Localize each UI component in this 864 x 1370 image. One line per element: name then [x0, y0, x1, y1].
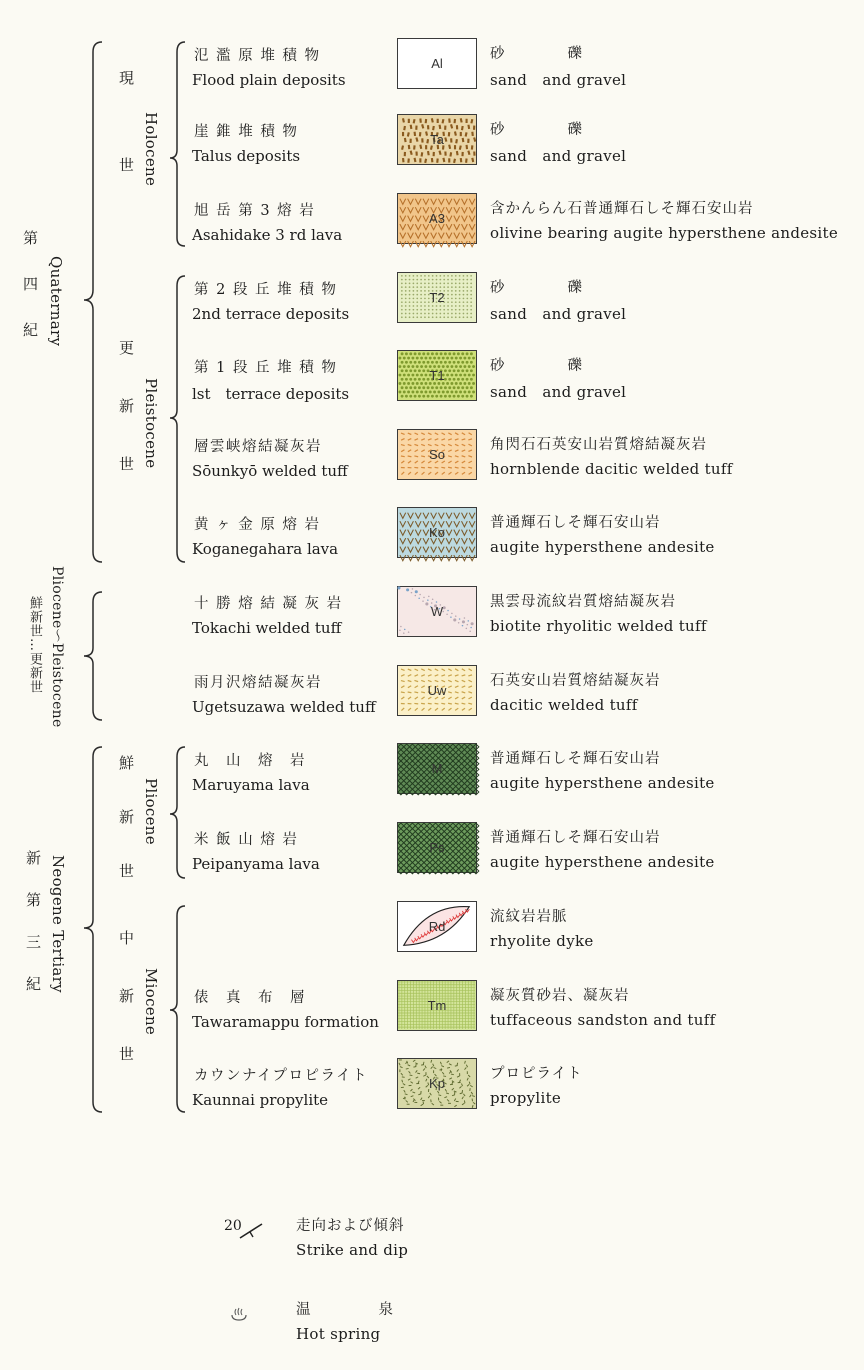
unit-name-en: Talus deposits: [192, 147, 301, 165]
strike-dip-value: 20: [224, 1218, 242, 1234]
lithology-en: sand and gravel: [490, 147, 627, 165]
unit-name-en: Tokachi welded tuff: [192, 619, 342, 637]
period-plio-pleisto-en: Pliocene～Pleistocene: [49, 566, 65, 728]
unit-symbol: Rd: [428, 919, 446, 934]
unit-symbol: Tm: [427, 998, 447, 1013]
lithology-en: rhyolite dyke: [490, 932, 594, 950]
lithology-jp: 流紋岩岩脈: [490, 909, 568, 925]
hot-spring-en: Hot spring: [296, 1325, 381, 1343]
unit-name-en: Peipanyama lava: [192, 855, 320, 873]
strike-dip-icon: [238, 1220, 264, 1242]
epoch-pliocene-jp: 鮮 新 世: [117, 755, 135, 890]
quaternary-bracket: [84, 42, 102, 562]
lithology-jp: 普通輝石しそ輝石安山岩: [490, 515, 661, 531]
unit-swatch: [397, 980, 477, 1031]
epoch-holocene-en: Holocene: [142, 112, 160, 187]
lithology-en: tuffaceous sandston and tuff: [490, 1011, 716, 1029]
unit-name-en: Maruyama lava: [192, 776, 310, 794]
unit-symbol: So: [429, 447, 445, 462]
unit-symbol: Al: [431, 56, 443, 71]
strike-dip-jp: 走向および傾斜: [296, 1218, 405, 1234]
period-plio-pleisto-jp: 鮮新世…更新世: [27, 596, 42, 694]
holocene-bracket: [170, 42, 185, 246]
unit-name-jp: 十 勝 熔 結 凝 灰 岩: [194, 596, 343, 612]
unit-swatch: [397, 193, 477, 244]
unit-name-jp: 俵 真 布 層: [194, 990, 306, 1006]
period-neogene-jp: 新 第 三 紀: [24, 850, 42, 997]
lithology-en: sand and gravel: [490, 71, 627, 89]
unit-swatch: [397, 901, 477, 952]
unit-name-jp: 第 2 段 丘 堆 積 物: [194, 282, 338, 298]
lithology-en: sand and gravel: [490, 305, 627, 323]
strike-dip-en: Strike and dip: [296, 1241, 409, 1259]
unit-name-en: Tawaramappu formation: [192, 1013, 379, 1031]
hot-spring-icon: [230, 1306, 248, 1322]
epoch-miocene-jp: 中 新 世: [117, 930, 135, 1075]
unit-symbol: Ps: [429, 840, 445, 855]
unit-swatch: [397, 743, 477, 794]
unit-name-jp: 黄 ヶ 金 原 熔 岩: [194, 517, 321, 533]
period-neogene-en: Neogene Tertiary: [49, 855, 67, 993]
lithology-jp: 砂 礫: [490, 358, 583, 374]
lithology-jp: 含かんらん石普通輝石しそ輝石安山岩: [490, 201, 754, 217]
unit-swatch: [397, 586, 477, 637]
hot-spring-jp: 温 泉: [296, 1302, 395, 1318]
unit-symbol: M: [431, 761, 443, 776]
epoch-pleistocene-en: Pleistocene: [142, 378, 160, 469]
unit-symbol: T1: [429, 368, 445, 383]
lithology-en: sand and gravel: [490, 383, 627, 401]
unit-name-jp: 旭 岳 第 3 熔 岩: [194, 203, 316, 219]
lithology-jp: 普通輝石しそ輝石安山岩: [490, 751, 661, 767]
unit-symbol: W: [430, 604, 444, 619]
unit-name-en: Sōunkyō welded tuff: [192, 462, 348, 480]
lithology-jp: 石英安山岩質熔結凝灰岩: [490, 673, 661, 689]
lithology-jp: 黒雲母流紋岩質熔結凝灰岩: [490, 594, 676, 610]
unit-name-en: Kaunnai propylite: [192, 1091, 329, 1109]
epoch-pleistocene-jp: 更 新 世: [117, 340, 135, 485]
unit-name-jp: 崖 錐 堆 積 物: [194, 124, 299, 140]
period-quaternary-en: Quaternary: [47, 256, 65, 347]
unit-symbol: Kp: [429, 1076, 445, 1091]
unit-symbol: Uw: [427, 683, 447, 698]
lithology-jp: 凝灰質砂岩、凝灰岩: [490, 988, 630, 1004]
pleistocene-bracket: [170, 276, 185, 562]
lithology-en: olivine bearing augite hypersthene andesite: [490, 224, 839, 242]
lithology-jp: プロピライト: [490, 1066, 583, 1082]
lithology-jp: 砂 礫: [490, 280, 583, 296]
epoch-pliocene-en: Pliocene: [142, 778, 160, 845]
unit-symbol: T2: [429, 290, 445, 305]
unit-swatch: [397, 429, 477, 480]
epoch-miocene-en: Miocene: [142, 968, 160, 1036]
unit-swatch: [397, 822, 477, 873]
lithology-jp: 砂 礫: [490, 46, 583, 62]
unit-swatch: [397, 38, 477, 89]
unit-swatch: [397, 114, 477, 165]
lithology-en: propylite: [490, 1089, 562, 1107]
neogene-bracket: [84, 747, 102, 1112]
lithology-en: augite hypersthene andesite: [490, 853, 715, 871]
lithology-jp: 角閃石石英安山岩質熔結凝灰岩: [490, 437, 707, 453]
unit-symbol: Ko: [429, 525, 445, 540]
unit-name-en: Ugetsuzawa welded tuff: [192, 698, 376, 716]
lithology-en: augite hypersthene andesite: [490, 538, 715, 556]
unit-swatch: [397, 272, 477, 323]
lithology-en: dacitic welded tuff: [490, 696, 638, 714]
unit-symbol: Ta: [430, 132, 444, 147]
unit-name-en: Flood plain deposits: [192, 71, 346, 89]
unit-name-en: Asahidake 3 rd lava: [192, 226, 343, 244]
unit-swatch: [397, 507, 477, 558]
unit-name-jp: 雨月沢熔結凝灰岩: [194, 675, 322, 691]
plio-pleisto-bracket: [84, 592, 102, 720]
epoch-holocene-jp: 現 世: [117, 70, 135, 186]
unit-swatch: [397, 350, 477, 401]
unit-name-en: 2nd terrace deposits: [192, 305, 350, 323]
unit-swatch: [397, 1058, 477, 1109]
unit-name-jp: 層雲峡熔結凝灰岩: [194, 439, 322, 455]
lithology-en: biotite rhyolitic welded tuff: [490, 617, 707, 635]
lithology-en: hornblende dacitic welded tuff: [490, 460, 733, 478]
unit-name-jp: 丸 山 熔 岩: [194, 753, 306, 769]
unit-name-jp: 氾 濫 原 堆 積 物: [194, 48, 321, 64]
lithology-jp: 砂 礫: [490, 122, 583, 138]
unit-name-jp: カウンナイプロピライト: [194, 1068, 369, 1084]
lithology-jp: 普通輝石しそ輝石安山岩: [490, 830, 661, 846]
unit-name-jp: 第 1 段 丘 堆 積 物: [194, 360, 338, 376]
period-quaternary-jp: 第 四 紀: [21, 230, 39, 345]
lithology-en: augite hypersthene andesite: [490, 774, 715, 792]
unit-name-jp: 米 飯 山 熔 岩: [194, 832, 299, 848]
unit-symbol: A3: [429, 211, 445, 226]
unit-name-en: Koganegahara lava: [192, 540, 339, 558]
pliocene-bracket: [170, 747, 185, 878]
unit-name-en: lst terrace deposits: [192, 385, 350, 403]
unit-swatch: [397, 665, 477, 716]
miocene-bracket: [170, 906, 185, 1112]
